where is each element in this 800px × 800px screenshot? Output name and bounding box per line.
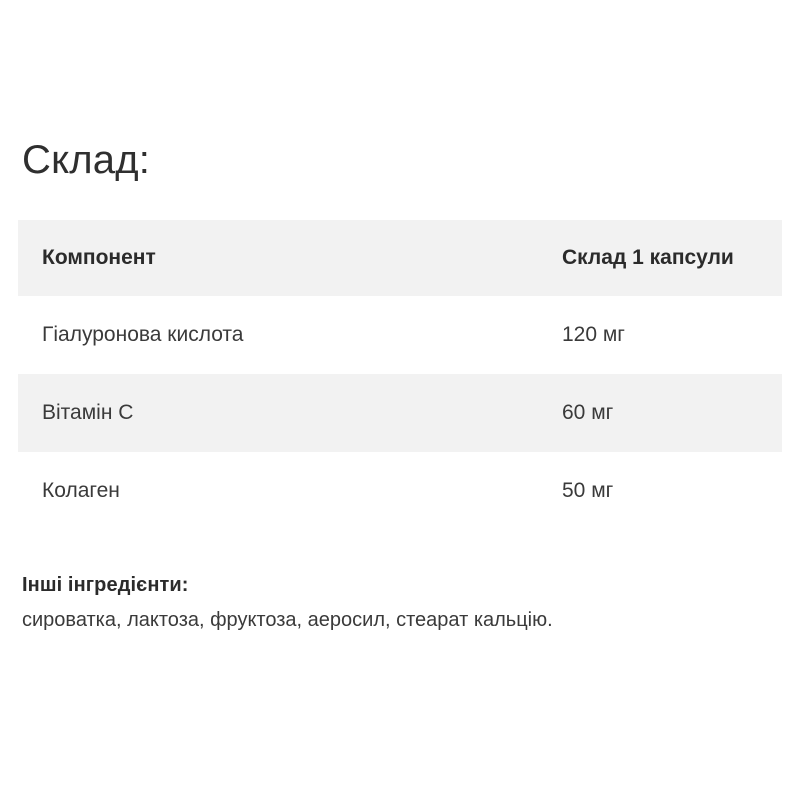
other-ingredients-text: сироватка, лактоза, фруктоза, аеросил, стеарат кальцію. [22, 609, 553, 631]
composition-table [18, 220, 782, 530]
cell-component-name: Гіалуронова кислота [42, 323, 244, 346]
column-header-component: Компонент [42, 246, 156, 269]
table-row [18, 296, 782, 374]
table-row [18, 452, 782, 530]
cell-component-name: Вітамін C [42, 401, 134, 424]
cell-component-amount: 60 мг [562, 401, 614, 424]
cell-component-amount: 50 мг [562, 479, 614, 502]
other-ingredients-section [18, 574, 782, 634]
cell-component-name: Колаген [42, 479, 120, 502]
table-body [18, 296, 782, 530]
page-title: Склад: [22, 138, 151, 182]
table-header-row [18, 220, 782, 296]
table-row [18, 374, 782, 452]
column-header-amount: Склад 1 капсули [562, 246, 734, 269]
other-ingredients-title: Інші інгредієнти: [22, 574, 189, 596]
cell-component-amount: 120 мг [562, 323, 625, 346]
table-header [18, 220, 782, 296]
